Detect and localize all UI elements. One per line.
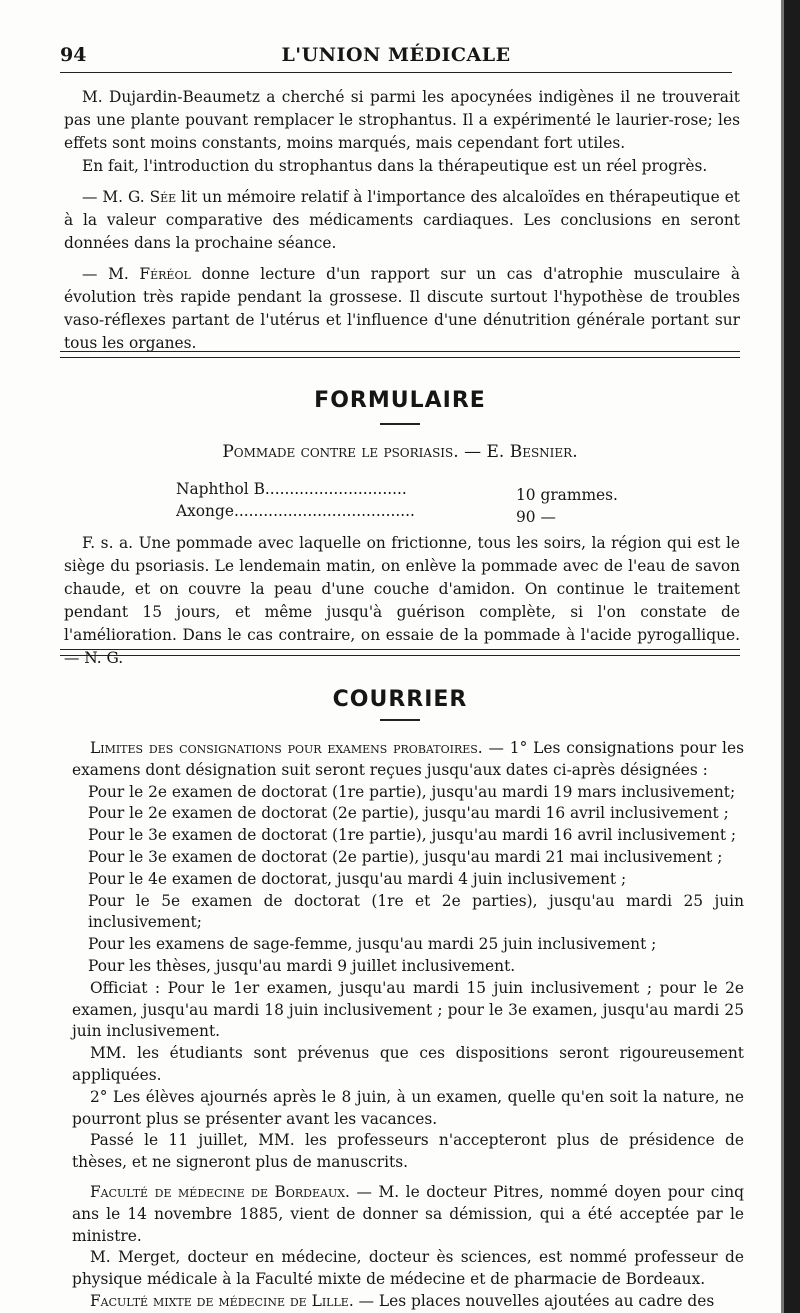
intro-paragraph-2: En fait, l'introduction du strophantus dans la thérapeutique est un réel progrès. — [82, 157, 708, 175]
heading-underline — [380, 423, 420, 425]
dot-leader: ............................. — [264, 480, 407, 498]
lille-title: Faculté mixte de médecine de Lille. — [90, 1291, 354, 1310]
intro-paragraph-3 — [64, 186, 740, 255]
author-name-fereol: Féréol — [139, 265, 191, 283]
author-name-see: Sée — [149, 188, 177, 206]
passe-paragraph: Passé le 11 juillet, MM. les professeurs n'accepteront plus de présidence de thèses, et ne signeront plus de manuscrits. — [72, 1131, 744, 1172]
formulaire-heading: FORMULAIRE — [314, 388, 486, 413]
exam-deadline-item: Pour les examens de sage-femme, jusqu'au mardi 25 juin inclusivement ; — [88, 935, 657, 954]
page-binding-edge — [784, 0, 800, 1313]
page-binding-shadow — [781, 0, 784, 1313]
ingredient-row — [176, 500, 636, 528]
bordeaux-paragraph — [72, 1182, 744, 1247]
courrier-heading: COURRIER — [332, 687, 468, 712]
page-number: 94 — [60, 44, 87, 66]
ingredient-quantity: 10 grammes. — [516, 486, 618, 504]
intro-paragraph-4 — [64, 263, 740, 355]
courrier-section — [72, 738, 744, 1313]
page-header — [60, 44, 732, 72]
dash-prefix: — M. G. — [82, 188, 150, 206]
bordeaux-text: — M. le docteur Pitres, nommé doyen pour cinq ans le 14 novembre 1885, vient de donner sa démission, qui a été acceptée par le ministre. — [72, 1182, 745, 1245]
intro-section — [64, 86, 740, 355]
ajournes-paragraph: 2° Les élèves ajournés après le 8 juin, à un examen, quelle qu'en soit la nature, ne pourront plus se présenter avant les vacances. — [72, 1087, 744, 1128]
lille-paragraph — [72, 1291, 744, 1313]
ingredient-name-cell — [176, 478, 516, 500]
exam-deadline-item: Pour le 3e examen de doctorat (2e partie), jusqu'au mardi 21 mai inclusivement ; — [88, 847, 723, 866]
limites-intro: — 1° Les consignations pour les examens dont désignation suit seront reçues jusqu'aux dates ci-après désignées : — [72, 739, 744, 779]
formula-title: Pommade contre le psoriasis. — E. Besnier. — [222, 442, 578, 462]
formula-text: F. s. a. Une pommade avec laquelle on frictionne, tous les soirs, la région qui est le siège du psoriasis. Le lendemain matin, on enlève la pommade avec de l'eau de savon chaude, et on couvre la peau d'une couche d'amidon. On continue le traitement pendant 15 jours, et même jusqu'à guérison complète, si l'on constate de l'amélioration. Dans le cas contraire, on essaie de la pommade à l'acide pyrogallique. — N. G. — [64, 534, 740, 667]
dot-leader: ..................................... — [233, 502, 415, 520]
exam-deadline-item: Pour le 5e examen de doctorat (1re et 2e parties), jusqu'au mardi 25 juin inclusivement; — [88, 891, 744, 932]
ingredient-name: Axonge — [176, 502, 234, 520]
dash-prefix: — M. — [82, 265, 140, 283]
exam-deadline-item: Pour les thèses, jusqu'au mardi 9 juillet inclusivement. — [88, 956, 516, 975]
heading-underline — [380, 719, 420, 721]
exam-deadline-item: Pour le 4e examen de doctorat, jusqu'au mardi 4 juin inclusivement ; — [88, 869, 627, 888]
section-divider-2 — [60, 649, 740, 656]
officiat-paragraph: Officiat : Pour le 1er examen, jusqu'au mardi 15 juin inclusivement ; pour le 2e examen, jusqu'au mardi 18 juin inclusivement ; pour le 3e examen, jusqu'au mardi 25 juin inclusivement. — [72, 978, 744, 1041]
intro-paragraph-1: M. Dujardin-Beaumetz a cherché si parmi les apocynées indigènes il ne trouverait pas une plante pouvant remplacer le strophantus. Il a expérimenté le laurier-rose; les effets sont moins constants, moins marqués, mais cependant fort utiles. — [64, 88, 740, 152]
header-rule — [60, 72, 732, 73]
bordeaux-title: Faculté de médecine de Bordeaux. — [90, 1182, 350, 1201]
section-divider-1 — [60, 351, 740, 358]
ingredient-name-cell — [176, 500, 516, 522]
running-title: L'UNION MÉDICALE — [281, 44, 511, 66]
etudiants-paragraph: MM. les étudiants sont prévenus que ces dispositions seront rigoureusement appliquées. — [72, 1044, 744, 1084]
ingredient-name: Naphthol B — [176, 480, 265, 498]
limites-paragraph — [72, 738, 744, 782]
paragraph-text: donne lecture d'un rapport sur un cas d'atrophie musculaire à évolution très rapide pendant la grossese. Il discute surtout l'hypothèse de troubles vaso-réflexes partant de l'utérus et l'influence d'une dénutrition générale portant sur tous les organes. — [64, 265, 740, 352]
paragraph-text: lit un mémoire relatif à l'importance des alcaloïdes en thérapeutique et à la valeur comparative des médicaments cardiaques. Les conclusions en seront données dans la prochaine séance. — [64, 188, 740, 252]
ingredient-quantity: 90 — — [516, 508, 556, 526]
exam-deadline-item: Pour le 2e examen de doctorat (1re partie), jusqu'au mardi 19 mars inclusivement; — [88, 782, 736, 801]
limites-title: Limites des consignations pour examens probatoires. — [90, 739, 483, 757]
exam-deadline-item: Pour le 2e examen de doctorat (2e partie), jusqu'au mardi 16 avril inclusivement ; — [88, 804, 729, 823]
exam-deadline-item: Pour le 3e examen de doctorat (1re partie), jusqu'au mardi 16 avril inclusivement ; — [88, 826, 737, 845]
lille-text: — Les places nouvelles ajoutées au cadre des — [353, 1291, 715, 1310]
merget-paragraph: M. Merget, docteur en médecine, docteur ès sciences, est nommé professeur de physique médicale à la Faculté mixte de médecine et de pharmacie de Bordeaux. — [72, 1248, 744, 1289]
